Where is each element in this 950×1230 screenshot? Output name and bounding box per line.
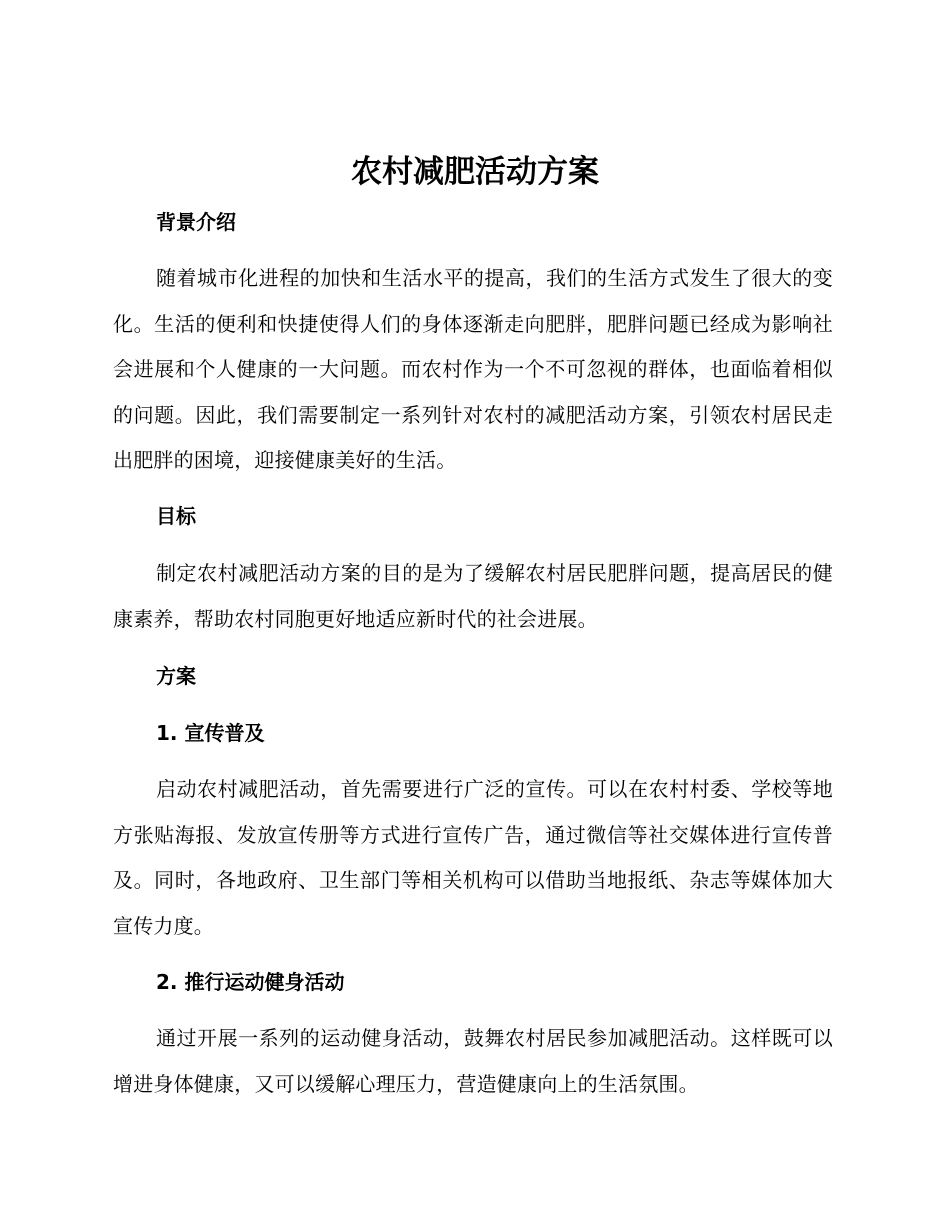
subsection-heading-publicity: 1. 宣传普及 bbox=[156, 721, 265, 745]
section-heading-plan: 方案 bbox=[156, 664, 196, 688]
paragraph-publicity: 启动农村减肥活动，首先需要进行广泛的宣传。可以在农村村委、学校等地方张贴海报、发放宣传册等方式进行宣传广告，通过微信等社交媒体进行宣传普及。同时，各地政府、卫生部门等相关机构可以借助当地报纸、杂志等媒体加大宣传力度。 bbox=[113, 777, 833, 938]
document-title: 农村减肥活动方案 bbox=[351, 154, 599, 190]
section-heading-goal: 目标 bbox=[156, 504, 196, 528]
paragraph-goal: 制定农村减肥活动方案的目的是为了缓解农村居民肥胖问题，提高居民的健康素养，帮助农村同胞更好地适应新时代的社会进展。 bbox=[113, 561, 833, 631]
subsection-heading-exercise: 2. 推行运动健身活动 bbox=[156, 970, 345, 994]
paragraph-exercise: 通过开展一系列的运动健身活动，鼓舞农村居民参加减肥活动。这样既可以增进身体健康，又可以缓解心理压力，营造健康向上的生活氛围。 bbox=[113, 1026, 833, 1096]
section-heading-background: 背景介绍 bbox=[156, 210, 236, 234]
paragraph-background: 随着城市化进程的加快和生活水平的提高，我们的生活方式发生了很大的变化。生活的便利和快捷使得人们的身体逐渐走向肥胖，肥胖问题已经成为影响社会进展和个人健康的一大问题。而农村作为一个不可忽视的群体，也面临着相似的问题。因此，我们需要制定一系列针对农村的减肥活动方案，引领农村居民走出肥胖的困境，迎接健康美好的生活。 bbox=[113, 266, 833, 472]
